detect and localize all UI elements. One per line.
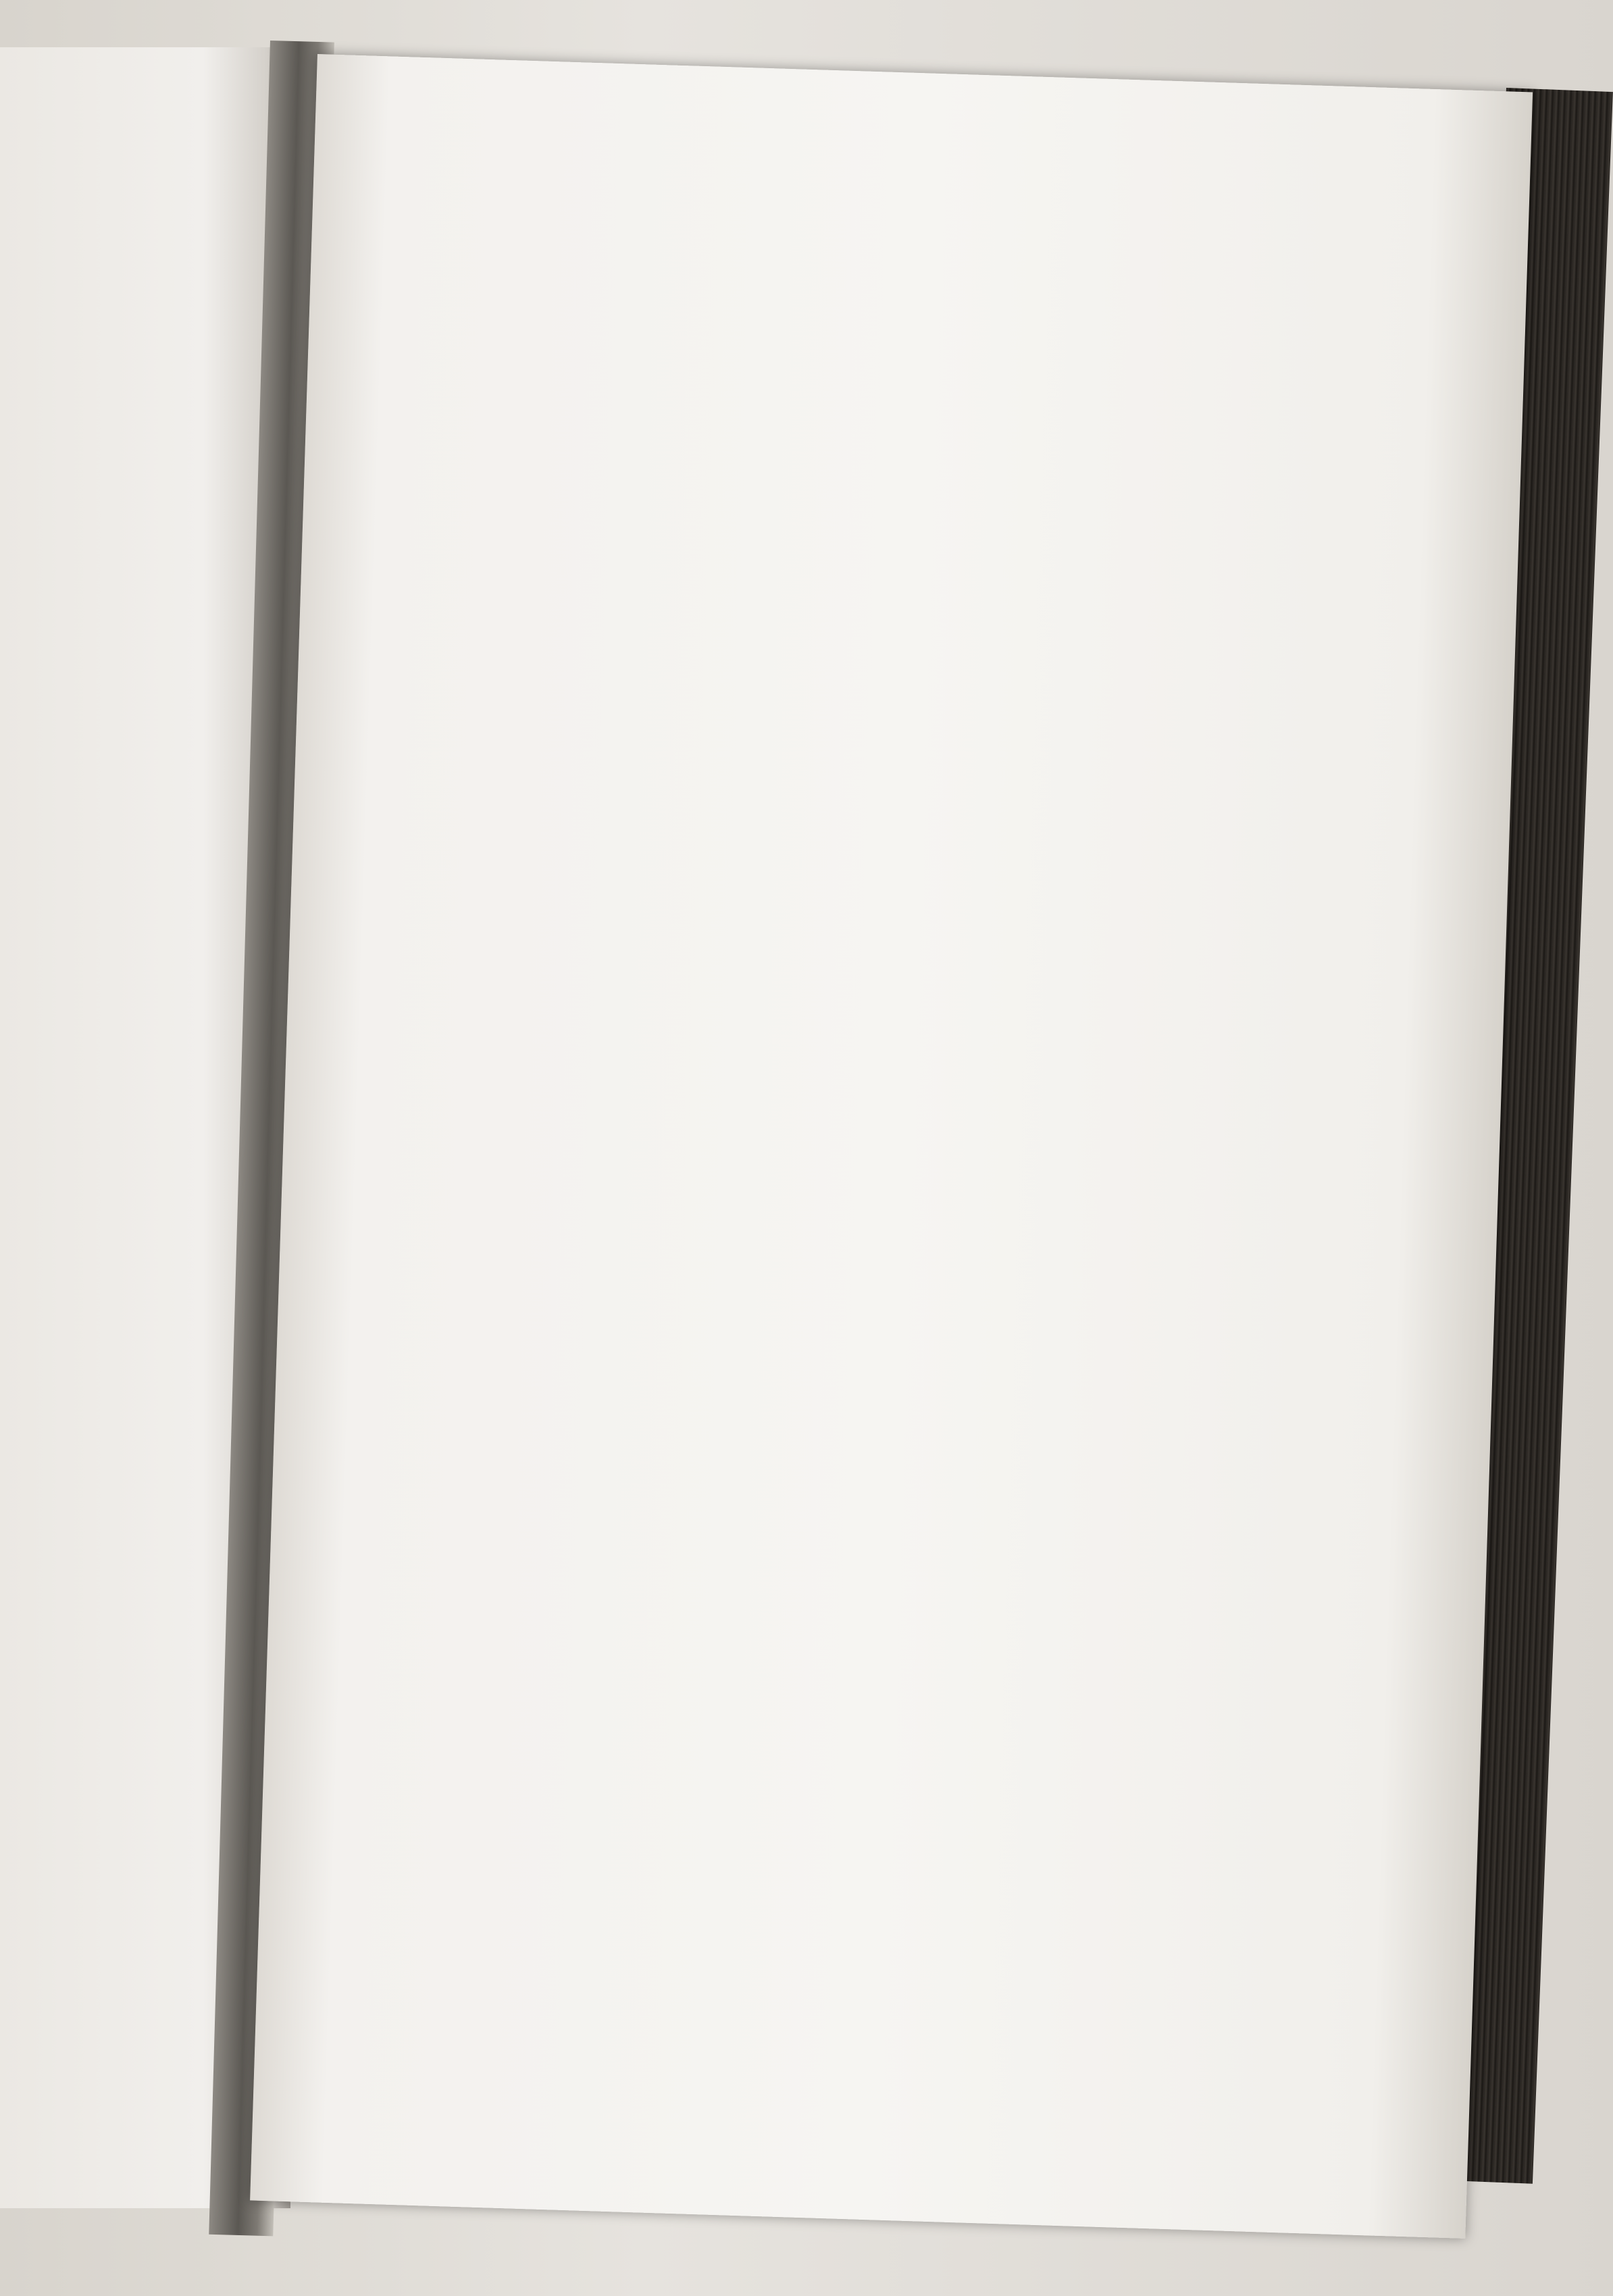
page-content	[390, 259, 1304, 353]
right-page	[250, 54, 1533, 2239]
